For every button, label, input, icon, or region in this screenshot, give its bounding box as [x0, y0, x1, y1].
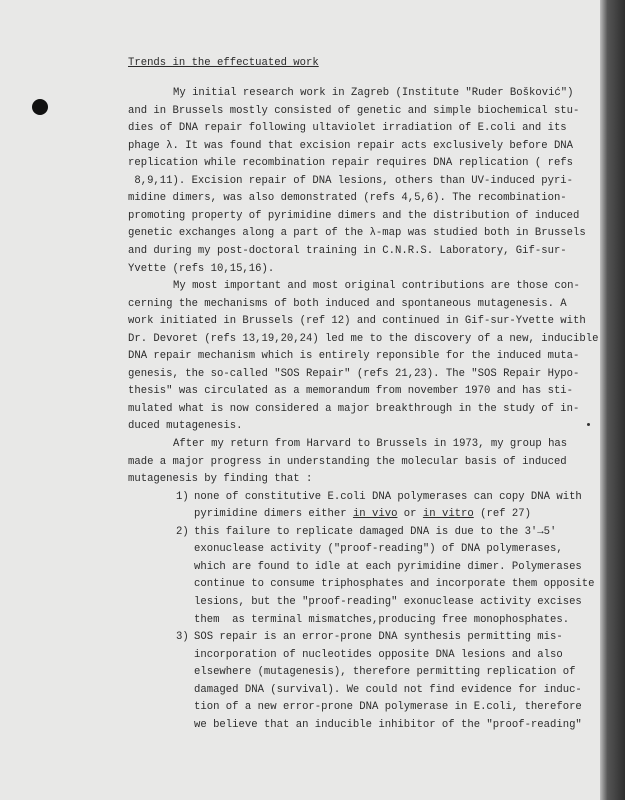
- list-item-line: [194, 507, 531, 521]
- paragraph-line: and in Brussels mostly consisted of genetic and simple biochemical stu-: [128, 104, 580, 117]
- list-item-number: 1): [176, 490, 189, 503]
- paragraph-line: DNA repair mechanism which is entirely reponsible for the induced muta-: [128, 350, 580, 363]
- list-item-line: damaged DNA (survival). We could not find evidence for induc-: [194, 683, 582, 696]
- list-item-line: we believe that an inducible inhibitor of the "proof-reading": [194, 718, 582, 731]
- paragraph-line: phage λ. It was found that excision repair acts exclusively before DNA: [128, 139, 574, 152]
- line-segment: pyrimidine dimers either: [194, 508, 353, 521]
- paragraph-line: genesis, the so-called "SOS Repair" (refs 21,23). The "SOS Repair Hypo-: [128, 367, 580, 380]
- paragraph-line: My initial research work in Zagreb (Institute "Ruder Bošković"): [173, 87, 574, 99]
- list-item-line: them as terminal mismatches,producing free monophosphates.: [194, 613, 570, 626]
- paragraph-line: cerning the mechanisms of both induced and spontaneous mutagenesis. A: [128, 297, 567, 310]
- paragraph-line: Dr. Devoret (refs 13,19,20,24) led me to the discovery of a new, inducible: [128, 332, 599, 345]
- list-item-line: this failure to replicate damaged DNA is due to the 3'→5': [194, 525, 557, 538]
- line-segment: in vivo: [352, 508, 398, 521]
- list-item-line: elsewhere (mutagenesis), therefore permitting replication of: [194, 666, 576, 679]
- paragraph-line: and during my post-doctoral training in C.N.R.S. Laboratory, Gif-sur-: [128, 244, 567, 257]
- list-item-line: tion of a new error-prone DNA polymerase in E.coli, therefore: [194, 701, 582, 714]
- list-item-number: 3): [176, 631, 189, 644]
- list-item-line: which are found to idle at each pyrimidine dimer. Polymerases: [194, 560, 582, 573]
- list-item-line: none of constitutive E.coli DNA polymerases can copy DNA with: [194, 490, 582, 503]
- list-item-line: exonuclease activity ("proof-reading") of DNA polymerases,: [194, 543, 563, 556]
- paragraph-line: midine dimers, was also demonstrated (refs 4,5,6). The recombination-: [128, 192, 567, 205]
- section-title: Trends in the effectuated work: [128, 57, 319, 69]
- list-item-line: SOS repair is an error-prone DNA synthesis permitting mis-: [194, 631, 563, 644]
- paragraph-line: work initiated in Brussels (ref 12) and continued in Gif-sur-Yvette with: [128, 315, 586, 328]
- list-item-number: 2): [176, 525, 189, 538]
- list-item-line: continue to consume triphosphates and incorporate them opposite: [194, 578, 595, 591]
- paragraph-line: mulated what is now considered a major breakthrough in the study of in-: [128, 402, 580, 415]
- page-edge: [600, 0, 625, 800]
- paragraph-line: replication while recombination repair requires DNA replication ( refs: [128, 157, 574, 170]
- paragraph-line: promoting property of pyrimidine dimers and the distribution of induced: [128, 209, 580, 222]
- paragraph-line: My most important and most original contributions are those con-: [173, 280, 580, 293]
- list-item-line: incorporation of nucleotides opposite DNA lesions and also: [194, 648, 563, 661]
- paragraph-line: genetic exchanges along a part of the λ-map was studied both in Brussels: [128, 227, 586, 240]
- speck: [587, 423, 590, 426]
- paragraph-line: dies of DNA repair following ultaviolet irradiation of E.coli and its: [128, 122, 567, 135]
- paragraph-line: made a major progress in understanding the molecular basis of induced: [128, 455, 567, 468]
- line-segment: (ref 27): [473, 508, 531, 521]
- paragraph-line: duced mutagenesis.: [128, 420, 243, 433]
- paragraph-line: Yvette (refs 10,15,16).: [128, 262, 275, 275]
- paragraph-line: 8,9,11). Excision repair of DNA lesions, others than UV-induced pyri-: [128, 174, 574, 187]
- paragraph-line: mutagenesis by finding that :: [128, 473, 313, 486]
- paragraph-line: After my return from Harvard to Brussels in 1973, my group has: [173, 438, 568, 450]
- line-segment: in vitro: [422, 508, 474, 521]
- paragraph-line: thesis" was circulated as a memorandum from november 1970 and has sti-: [128, 385, 574, 398]
- list-item-line: lesions, but the "proof-reading" exonuclease activity excises: [194, 595, 582, 608]
- punch-hole: [32, 99, 48, 115]
- line-segment: or: [397, 508, 423, 521]
